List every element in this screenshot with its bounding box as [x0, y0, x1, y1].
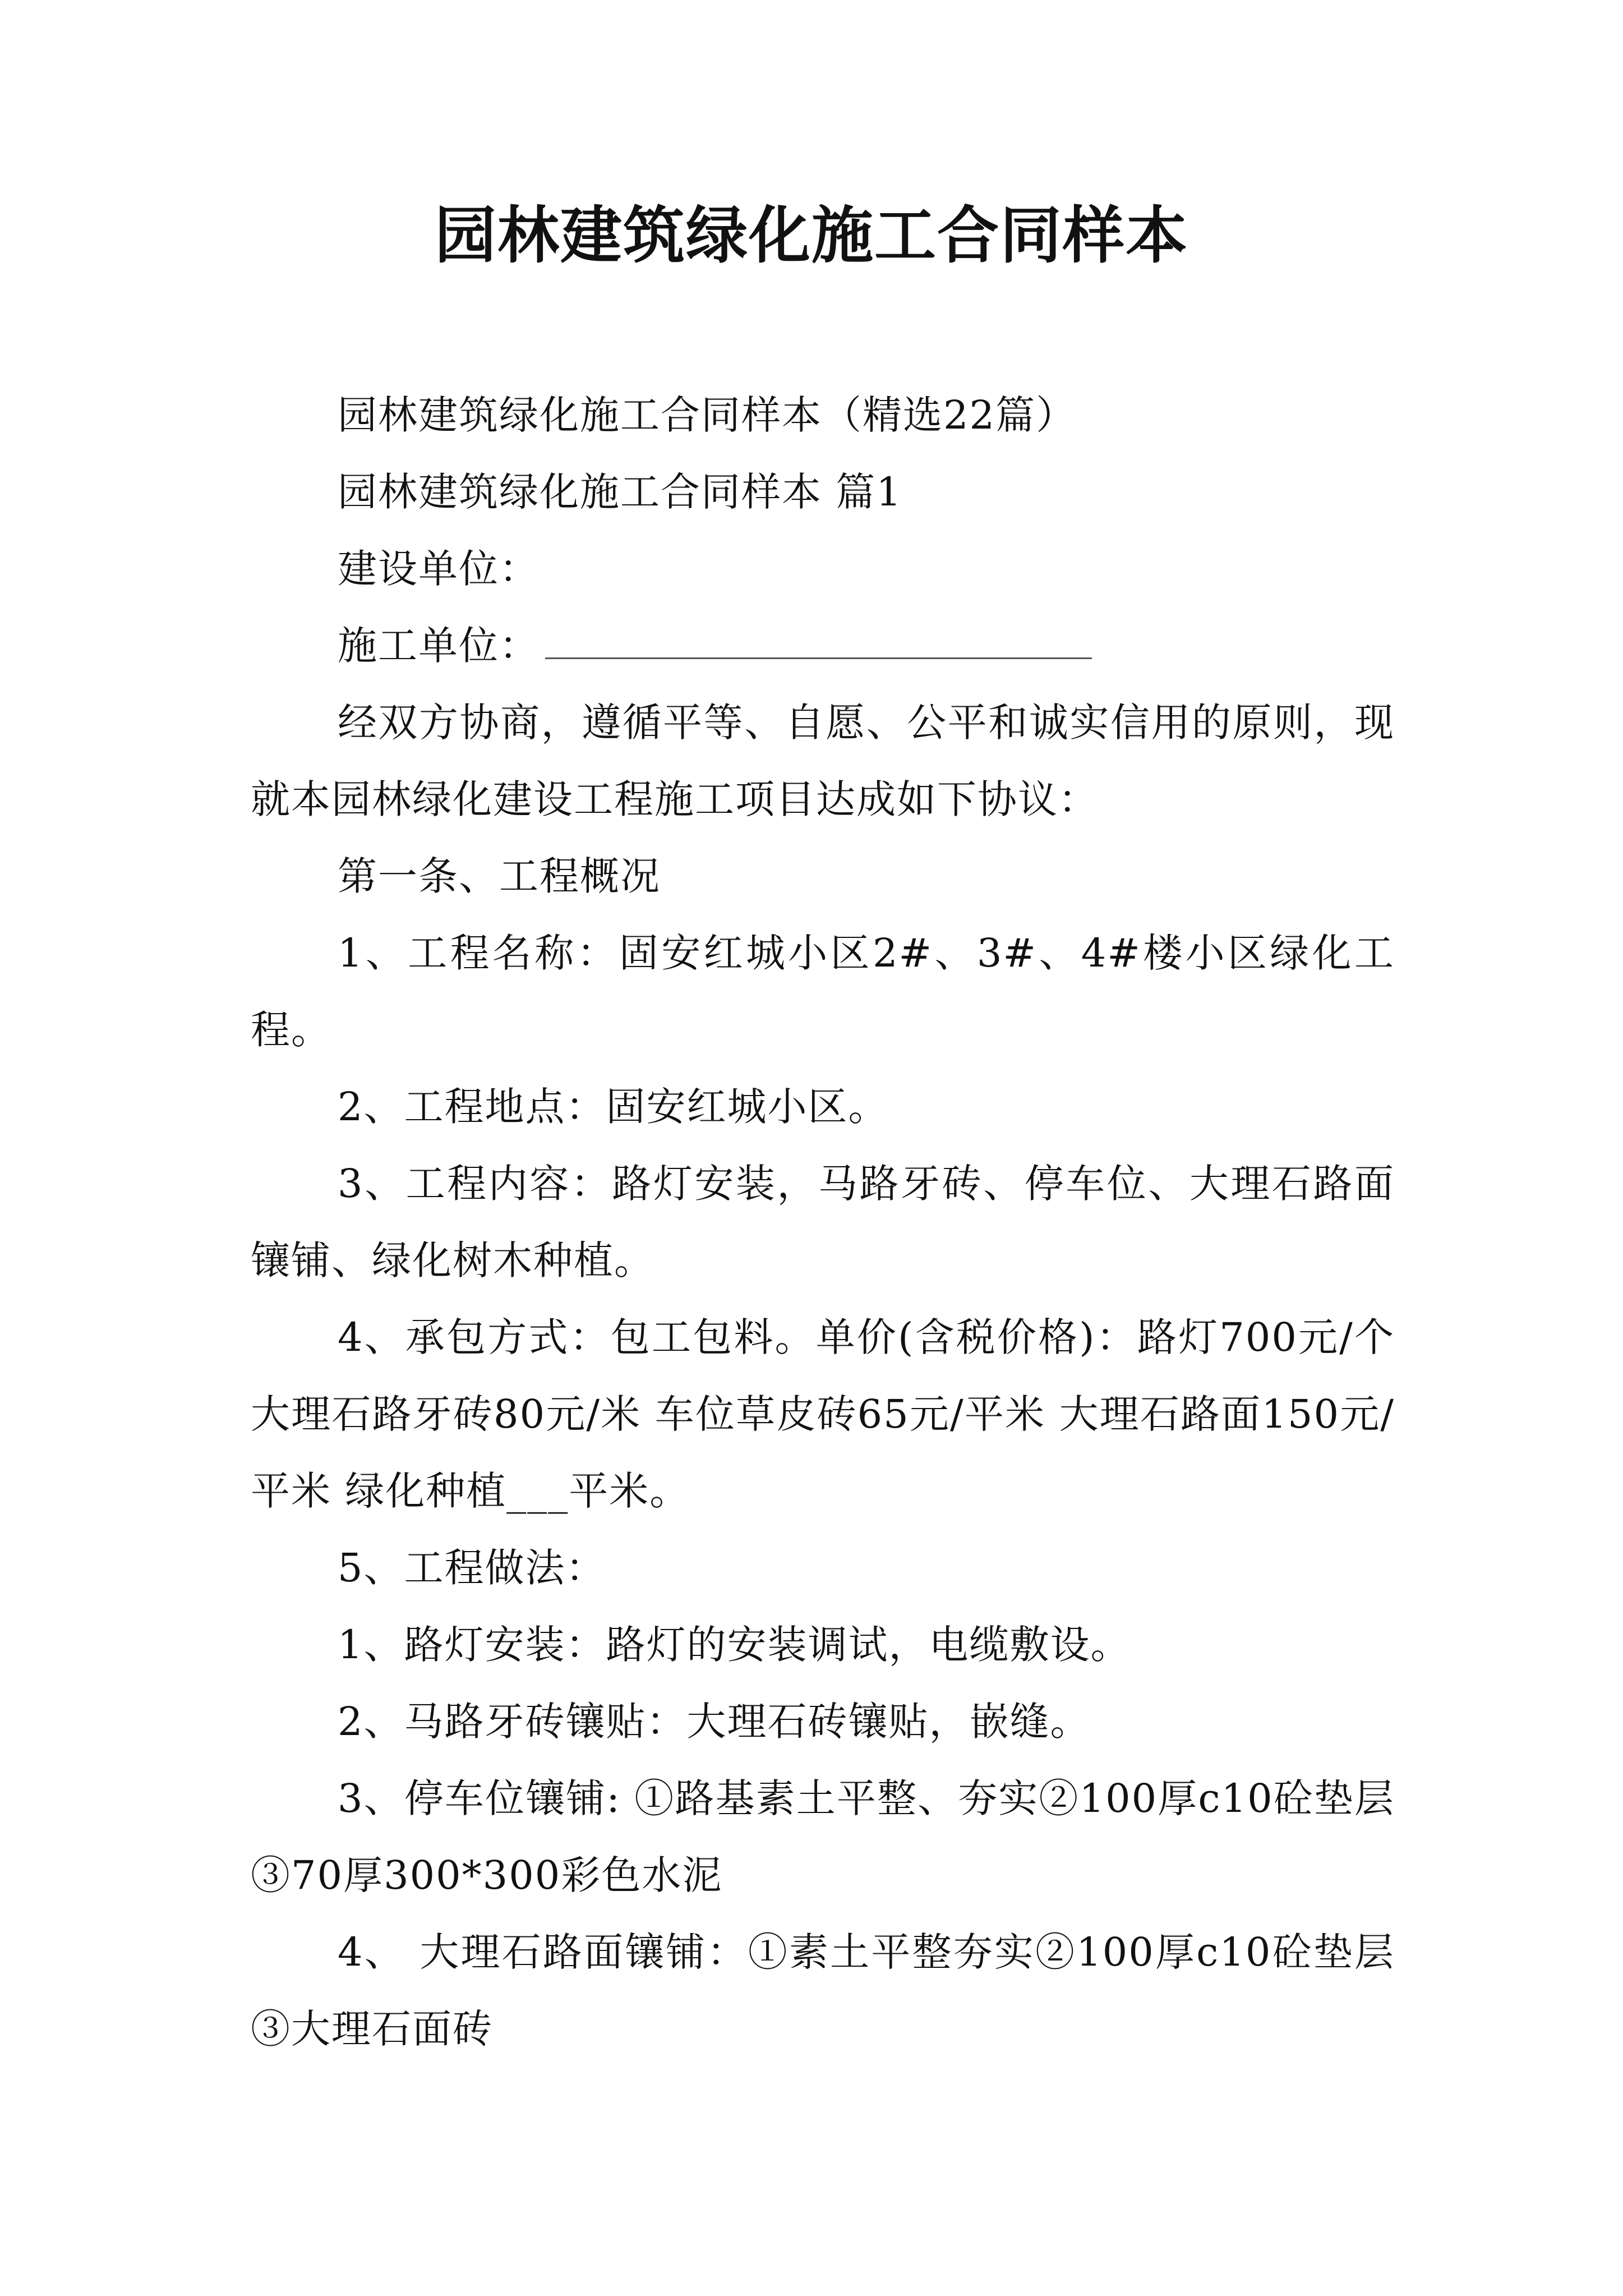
- paragraph-contractor-unit: [251, 608, 1395, 684]
- document-body: [251, 377, 1395, 2068]
- paragraph-curb-tile: 2、马路牙砖镶贴：大理石砖镶贴，嵌缝。: [338, 1699, 1091, 1745]
- paragraph-marble-paving: 4、 大理石路面镶铺：①素土平整夯实②100厚c10砼垫层③大理石面砖: [251, 1929, 1395, 2052]
- paragraph-contract-method: 4、承包方式：包工包料。单价(含税价格)：路灯700元/个 大理石路牙砖80元/米 车位草皮砖65元/平米 大理石路面150元/平米 绿化种植___平米。: [251, 1314, 1395, 1514]
- contractor-unit-label: 施工单位：: [338, 623, 540, 669]
- paragraph-subtitle: 园林建筑绿化施工合同样本（精选22篇）: [338, 392, 1077, 438]
- paragraph-project-content: 3、工程内容：路灯安装，马路牙砖、停车位、大理石路面镶铺、绿化树木种植。: [251, 1161, 1395, 1283]
- paragraph-parking-paving: 3、停车位镶铺: ①路基素土平整、夯实②100厚c10砼垫层③70厚300*300彩色水泥: [251, 1775, 1395, 1898]
- paragraph-article-1: 第一条、工程概况: [338, 853, 661, 899]
- paragraph-builder-unit: 建设单位：: [338, 546, 540, 592]
- paragraph-project-name: 1、工程名称：固安红城小区2#、3#、4#楼小区绿化工程。: [251, 930, 1395, 1053]
- paragraph-construction-method: 5、工程做法：: [338, 1545, 606, 1591]
- paragraph-project-location: 2、工程地点：固安红城小区。: [338, 1084, 889, 1130]
- paragraph-agreement-intro: 经双方协商，遵循平等、自愿、公平和诚实信用的原则，现就本园林绿化建设工程施工项目达成如下协议：: [251, 700, 1395, 822]
- contractor-unit-blank: [545, 624, 1092, 659]
- paragraph-streetlight-install: 1、路灯安装：路灯的安装调试，电缆敷设。: [338, 1622, 1131, 1668]
- paragraph-section-heading: 园林建筑绿化施工合同样本 篇1: [338, 469, 902, 515]
- document-title: 园林建筑绿化施工合同样本: [435, 199, 1188, 272]
